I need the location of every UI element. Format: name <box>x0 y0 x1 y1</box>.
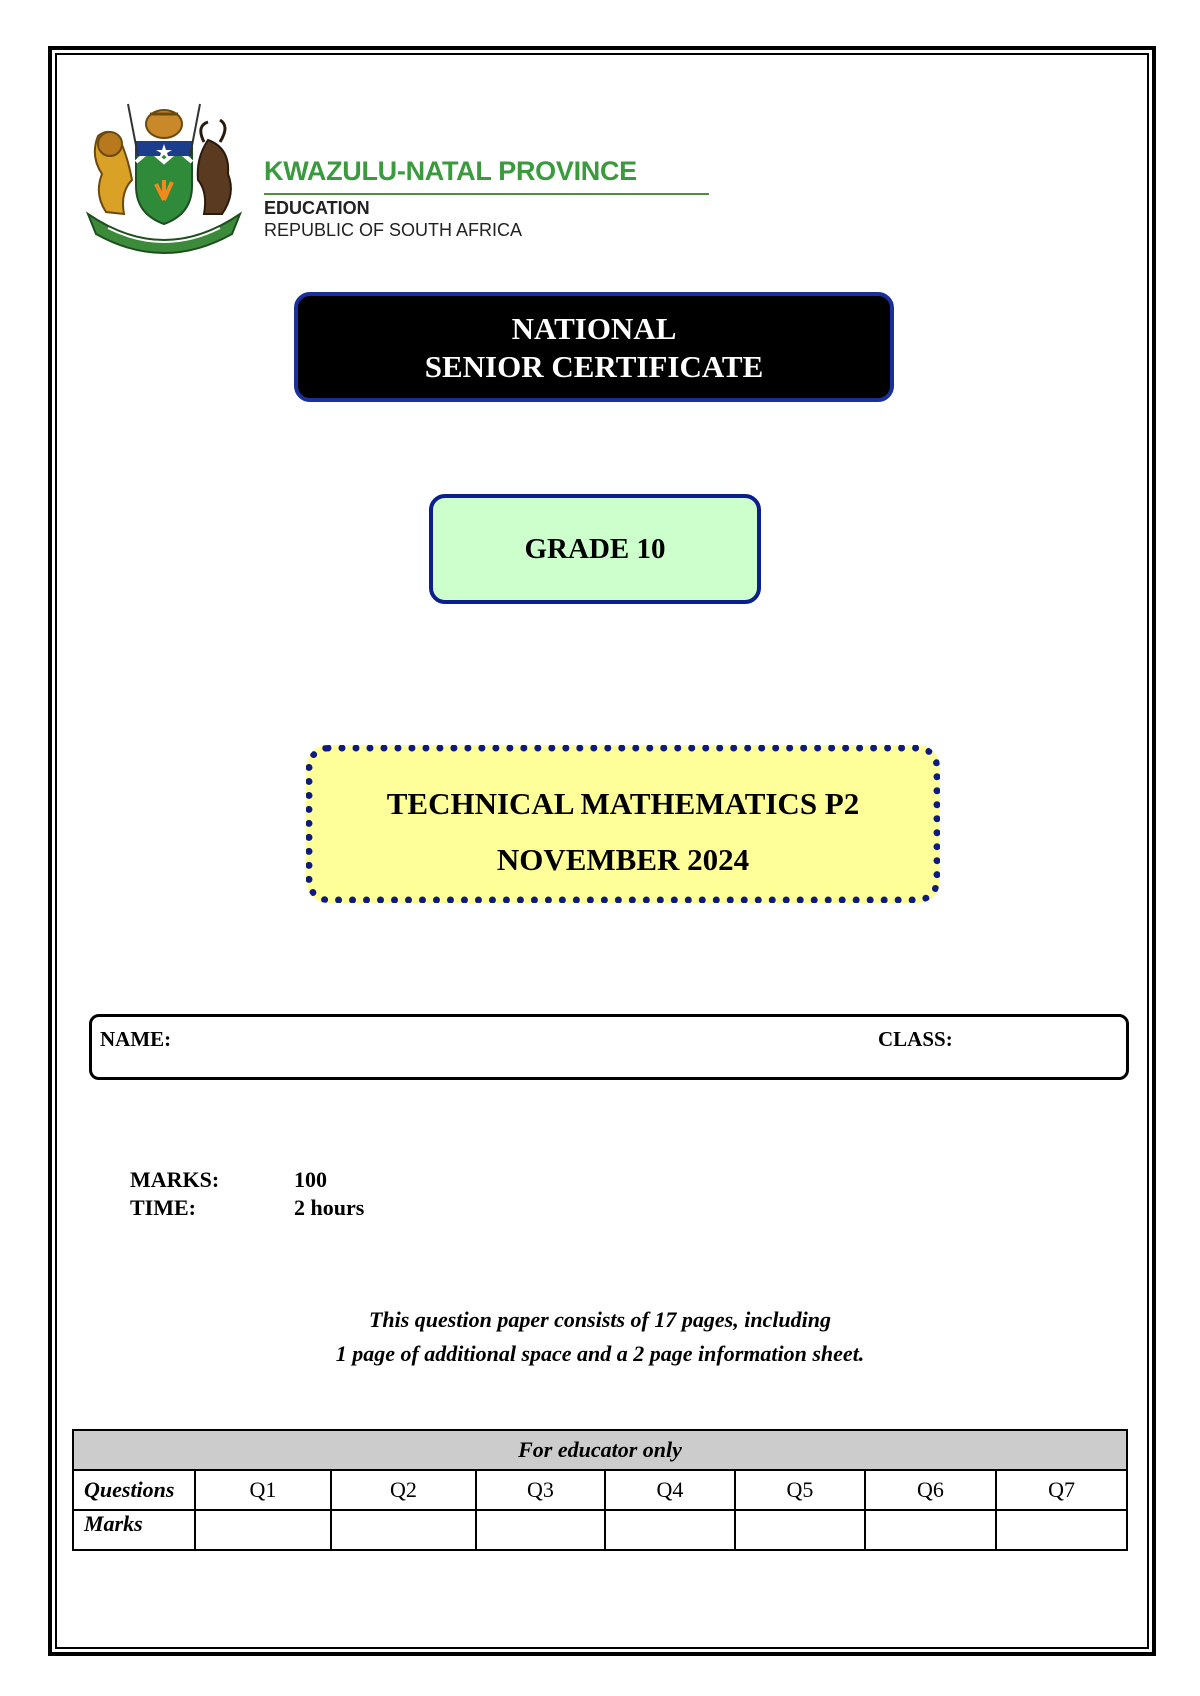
marks-cell[interactable] <box>605 1510 735 1550</box>
marks-cell[interactable] <box>735 1510 865 1550</box>
marks-cell[interactable] <box>865 1510 996 1550</box>
exam-session: NOVEMBER 2024 <box>496 842 750 877</box>
paper-description-line-1: This question paper consists of 17 pages, including <box>368 1307 832 1332</box>
marks-cell[interactable] <box>195 1510 331 1550</box>
question-header: Q6 <box>865 1470 996 1510</box>
subject-banner <box>306 745 940 903</box>
certificate-banner <box>294 292 894 402</box>
marks-cell[interactable] <box>476 1510 605 1550</box>
province-divider <box>264 193 709 195</box>
certificate-line-1: NATIONAL <box>511 311 677 346</box>
grade-badge: GRADE 10 <box>429 494 761 604</box>
paper-description-line-2: 1 page of additional space and a 2 page information sheet. <box>335 1341 865 1366</box>
marks-cell[interactable] <box>996 1510 1127 1550</box>
province-title: KWAZULU-NATAL PROVINCE <box>264 156 637 186</box>
table-row-questions <box>73 1470 1127 1510</box>
educator-marks-table <box>72 1429 1128 1551</box>
marks-cell[interactable] <box>331 1510 476 1550</box>
question-header: Q4 <box>605 1470 735 1510</box>
subject-title: TECHNICAL MATHEMATICS P2 <box>386 786 860 821</box>
certificate-line-2: SENIOR CERTIFICATE <box>424 349 764 384</box>
country-name: REPUBLIC OF SOUTH AFRICA <box>264 220 523 240</box>
time-label: TIME: <box>130 1195 196 1220</box>
class-label: CLASS: <box>878 1027 953 1051</box>
table-row-marks <box>73 1510 1127 1550</box>
question-header: Q5 <box>735 1470 865 1510</box>
questions-label: Questions <box>73 1470 195 1510</box>
marks-label: MARKS: <box>130 1167 220 1192</box>
table-header-row <box>73 1430 1127 1470</box>
student-details-box[interactable] <box>89 1014 1129 1080</box>
coat-of-arms-icon <box>80 96 248 260</box>
question-header: Q1 <box>195 1470 331 1510</box>
marks-value: 100 <box>294 1167 327 1192</box>
educator-caption: For educator only <box>73 1430 1127 1470</box>
department-name: EDUCATION <box>264 198 370 218</box>
question-header: Q7 <box>996 1470 1127 1510</box>
time-value: 2 hours <box>294 1195 365 1220</box>
name-label: NAME: <box>100 1027 172 1051</box>
marks-row-label: Marks <box>73 1510 195 1550</box>
question-header: Q2 <box>331 1470 476 1510</box>
question-header: Q3 <box>476 1470 605 1510</box>
